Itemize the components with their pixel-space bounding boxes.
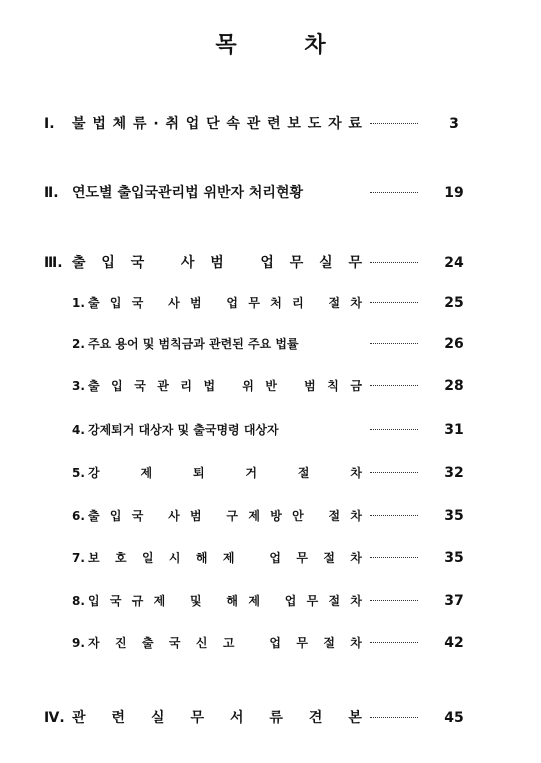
subitem-number: 4. — [72, 423, 85, 437]
toc-entry-section-4[interactable] — [0, 707, 541, 729]
page-number: 26 — [444, 336, 464, 352]
toc-entry-subitem-3[interactable] — [0, 375, 541, 397]
subitem-title: 출 입 국 관 리 법 위 반 범 칙 금 — [88, 379, 362, 393]
subitem-number: 6. — [72, 509, 85, 523]
dot-leader — [370, 642, 418, 643]
dot-leader — [370, 385, 418, 386]
page-number: 37 — [444, 593, 464, 609]
dot-leader — [370, 429, 418, 430]
page-number: 35 — [444, 550, 464, 566]
toc-entry-subitem-9[interactable] — [0, 632, 541, 654]
page-number: 24 — [444, 255, 464, 271]
subitem-title: 자 진 출 국 신 고 업 무 절 차 — [88, 636, 362, 650]
section-title: 출 입 국 사 범 업 무 실 무 — [72, 255, 362, 271]
dot-leader — [370, 123, 418, 124]
toc-entry-subitem-6[interactable] — [0, 505, 541, 527]
dot-leader — [370, 472, 418, 473]
toc-entry-section-3[interactable] — [0, 252, 541, 274]
toc-entry-section-2[interactable] — [0, 182, 541, 204]
page-number: 32 — [444, 465, 464, 481]
section-number: Ⅳ. — [44, 710, 65, 726]
section-number: Ⅲ. — [44, 255, 63, 271]
dot-leader — [370, 343, 418, 344]
dot-leader — [370, 515, 418, 516]
toc-entry-section-1[interactable] — [0, 113, 541, 135]
page-number: 31 — [444, 422, 464, 438]
page-number: 3 — [449, 116, 459, 132]
dot-leader — [370, 192, 418, 193]
subitem-number: 1. — [72, 296, 85, 310]
dot-leader — [370, 600, 418, 601]
toc-entry-subitem-2[interactable] — [0, 333, 541, 355]
subitem-title: 출 입 국 사 범 구 제 방 안 절 차 — [88, 509, 362, 523]
section-number: Ⅰ. — [44, 116, 55, 132]
subitem-number: 5. — [72, 466, 85, 480]
page-title: 목 차 — [215, 33, 356, 58]
subitem-title: 출 입 국 사 범 업 무 처 리 절 차 — [88, 296, 362, 310]
page-number: 42 — [444, 635, 464, 651]
toc-entry-subitem-4[interactable] — [0, 419, 541, 441]
subitem-title: 입 국 규 제 및 해 제 업 무 절 차 — [88, 594, 362, 608]
section-title: 불 법 체 류 · 취 업 단 속 관 련 보 도 자 료 — [72, 116, 362, 132]
subitem-number: 9. — [72, 636, 85, 650]
subitem-number: 8. — [72, 594, 85, 608]
subitem-number: 3. — [72, 379, 85, 393]
subitem-number: 7. — [72, 551, 85, 565]
section-title: 연도별 출입국관리법 위반자 처리현황 — [72, 185, 304, 201]
toc-entry-subitem-7[interactable] — [0, 547, 541, 569]
subitem-title: 주요 용어 및 범칙금과 관련된 주요 법률 — [88, 337, 299, 351]
page-number: 35 — [444, 508, 464, 524]
page-number: 19 — [444, 185, 464, 201]
subitem-title: 강 제 퇴 거 절 차 — [88, 466, 362, 480]
subitem-title: 보 호 일 시 해 제 업 무 절 차 — [88, 551, 362, 565]
page-number: 28 — [444, 378, 464, 394]
toc-entry-subitem-5[interactable] — [0, 462, 541, 484]
subitem-number: 2. — [72, 337, 85, 351]
page-number: 25 — [444, 295, 464, 311]
page-number: 45 — [444, 710, 464, 726]
toc-entry-subitem-1[interactable] — [0, 292, 541, 314]
section-title: 관 련 실 무 서 류 견 본 — [72, 710, 362, 726]
dot-leader — [370, 302, 418, 303]
toc-entry-subitem-8[interactable] — [0, 590, 541, 612]
dot-leader — [370, 262, 418, 263]
dot-leader — [370, 557, 418, 558]
section-number: Ⅱ. — [44, 185, 59, 201]
dot-leader — [370, 717, 418, 718]
subitem-title: 강제퇴거 대상자 및 출국명령 대상자 — [88, 423, 279, 437]
